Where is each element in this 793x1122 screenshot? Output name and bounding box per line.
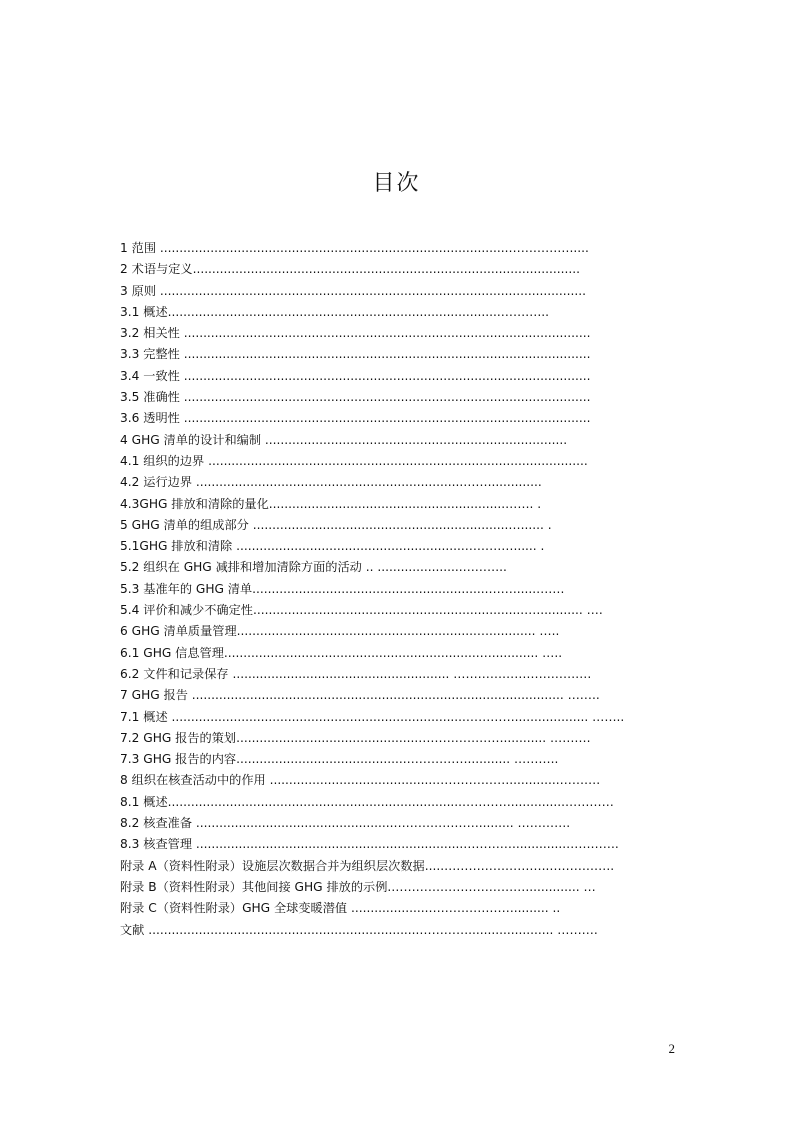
table-of-contents [120, 238, 680, 941]
toc-entry-5-2[interactable]: 5.2 组织在 GHG 减排和增加清除方面的活动 .. ......................……….. [120, 560, 507, 575]
toc-entry-5-1[interactable]: 5.1GHG 排放和清除 ...........................................................…………...... . [120, 539, 545, 554]
toc-entry-8-2[interactable]: 8.2 核查准备 ...................................................…………………......... …………. [120, 816, 571, 831]
toc-entry-appendix-c[interactable]: 附录 C（资料性附录）GHG 全球变暖潜值 ....................…………………......... .. [120, 901, 561, 916]
toc-entry-8-1[interactable]: 8.1 概述............................................................................…………..............………… [120, 794, 614, 809]
toc-entry-4-1[interactable]: 4.1 组织的边界 .................................................................................................. [120, 453, 588, 468]
toc-entry-6-2[interactable]: 6.2 文件和记录保存 ........................................................ ……………………………. [120, 666, 592, 681]
toc-entry-3-1[interactable]: 3.1 概述......................................................................................………... [120, 304, 549, 319]
toc-entry-7-1[interactable]: 7.1 概述 ............................................................................…………................... …….. [120, 709, 625, 724]
toc-entry-3-6[interactable]: 3.6 透明性 ......................................................................................................... [120, 411, 591, 426]
toc-entry-7-3[interactable]: 7.3 GHG 报告的内容............................................……………........... ……….. [120, 752, 559, 767]
toc-entry-6[interactable]: 6 GHG 清单质量管理..............................................................…............ ….. [120, 624, 560, 639]
toc-entry-7-2[interactable]: 7.2 GHG 报告的策划...............................................…………………........... ………. [120, 730, 591, 745]
page-title: 目次 [372, 171, 421, 196]
toc-entry-8[interactable]: 8 组织在核查活动中的作用 ...........................................……………….............………. [120, 773, 601, 788]
toc-entry-8-3[interactable]: 8.3 核查管理 .....................................................................…………..............…………. [120, 837, 619, 852]
toc-entry-3[interactable]: 3 原则 .............................................................................................................. [120, 283, 587, 298]
toc-entry-appendix-b[interactable]: 附录 B（资料性附录）其他间接 GHG 排放的示例.…………………………….............. … [120, 879, 596, 894]
toc-entry-3-2[interactable]: 3.2 相关性 ......................................................................................................... [120, 326, 591, 341]
toc-entry-4-2[interactable]: 4.2 运行边界 .....................................................................…….............. [120, 475, 542, 490]
toc-entry-2[interactable]: 2 术语与定义.................................................................................................... [120, 262, 580, 277]
toc-entry-5[interactable]: 5 GHG 清单的组成部分 ..................................................................…...... . [120, 517, 552, 532]
toc-entry-3-5[interactable]: 3.5 准确性 ......................................................................................................... [120, 390, 591, 405]
toc-entry-6-1[interactable]: 6.1 GHG 信息管理..................................................................…............ ….. [120, 645, 563, 660]
toc-entry-3-3[interactable]: 3.3 完整性 ......................................................................................................... [120, 347, 591, 362]
page-number: 2 [668, 1041, 675, 1056]
toc-entry-1[interactable]: 1 范围 ..........................................................................................……………..... [120, 241, 589, 255]
toc-entry-4[interactable]: 4 GHG 清单的设计和编制 .............................................................................. [120, 432, 568, 447]
toc-entry-appendix-a[interactable]: 附录 A（资料性附录）设施层次数据合并为组织层次数据.....……………………..……………. [120, 858, 615, 873]
toc-entry-5-4[interactable]: 5.4 评价和减少不确定性......................................................................…............ …. [120, 603, 603, 618]
toc-entry-bibliography[interactable]: 文献 ......................................................................…………...................... ………. [120, 922, 598, 937]
toc-entry-3-4[interactable]: 3.4 一致性 ......................................................................................................... [120, 368, 591, 383]
toc-entry-7[interactable]: 7 GHG 报告 ................................................................................................ …….. [120, 688, 600, 703]
toc-entry-4-3[interactable]: 4.3GHG 排放和清除的量化.............................................................……. . [120, 496, 542, 511]
toc-entry-5-3[interactable]: 5.3 基准年的 GHG 清单.............................................................……......……. [120, 581, 565, 596]
